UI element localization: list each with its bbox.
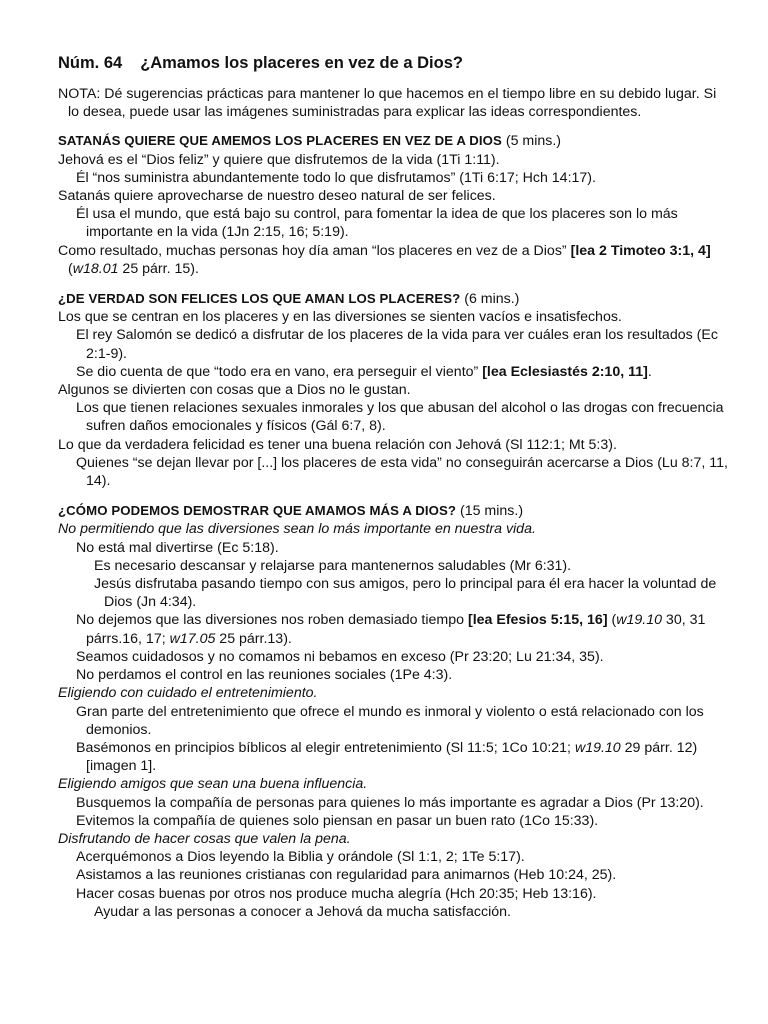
publication-reference: w19.10: [574, 739, 621, 756]
publication-reference: w19.10: [616, 612, 662, 629]
point-text: Acerquémonos a Dios leyendo la Biblia y orándole (Sl 1:1, 2; 1Te 5:17).: [76, 849, 525, 866]
outline-point-level-2: [76, 454, 728, 490]
section-time: (15 mins.): [459, 503, 524, 520]
outline-point-level-2: [76, 539, 728, 557]
scripture-reference: [lea Efesios 5:15, 16]: [467, 612, 608, 629]
point-text: 25 párr.13).: [215, 630, 292, 647]
point-text: Jehová es el “Dios feliz” y quiere que disfrutemos de la vida (1Ti 1:11).: [58, 151, 500, 168]
outline-point-level-2: [76, 363, 728, 381]
outline-point-level-2: [76, 739, 728, 775]
point-text: Asistamos a las reuniones cristianas con regularidad para animarnos (Heb 10:24, 25).: [76, 867, 617, 884]
outline-point-level-2: [76, 611, 728, 647]
outline-point-level-2: [76, 866, 728, 884]
point-text: (: [607, 612, 617, 629]
point-text: Jesús disfrutaba pasando tiempo con sus amigos, pero lo principal para él era hacer la voluntad de Dios (Jn 4:34).: [94, 576, 717, 611]
point-text: Como resultado, muchas personas hoy día aman “los placeres en vez de a Dios”: [58, 242, 571, 259]
point-text: 25 párr. 15).: [118, 260, 199, 277]
point-text: Quienes “se dejan llevar por [...] los placeres de esta vida” no conseguirán acercarse a Dios (Lu 8:7, 11, 14).: [76, 454, 728, 490]
point-text: Él usa el mundo, que está bajo su control, para fomentar la idea de que los placeres son lo más importante en la vida (1Jn 2:15, 16; 5:19).: [76, 206, 678, 241]
publication-reference: w18.01: [72, 260, 119, 277]
subpoint-heading: Eligiendo con cuidado el entretenimiento.: [58, 685, 318, 702]
publication-reference: w17.05: [169, 630, 216, 647]
section-heading-text: ¿CÓMO PODEMOS DEMOSTRAR QUE AMAMOS MÁS A DIOS?: [58, 503, 457, 519]
scripture-reference: [lea Eclesiastés 2:10, 11]: [482, 363, 648, 380]
point-text: (: [68, 260, 73, 277]
point-text: El rey Salomón se dedicó a disfrutar de los placeres de la vida para ver cuáles eran los resultados (Ec 2:1-9).: [76, 327, 718, 362]
outline-section: [58, 502, 728, 921]
outline-point-level-2: [76, 812, 728, 830]
section-heading-text: SATANÁS QUIERE QUE AMEMOS LOS PLACERES EN VEZ DE A DIOS: [58, 133, 502, 149]
outline-point-level-1: [58, 775, 728, 793]
outline-point-level-3: [94, 575, 728, 611]
point-text: No dejemos que las diversiones nos roben demasiado tiempo: [76, 612, 468, 629]
section-heading: [58, 132, 728, 150]
outline-point-level-2: [76, 326, 728, 362]
subpoint-heading: No permitiendo que las diversiones sean lo más importante en nuestra vida.: [58, 521, 536, 538]
point-text: No perdamos el control en las reuniones sociales (1Pe 4:3).: [76, 667, 453, 684]
outline-point-level-1: [58, 151, 728, 169]
outline-point-level-1: [58, 381, 728, 399]
outline-title: ¿Amamos los placeres en vez de a Dios?: [140, 54, 463, 72]
point-text: Gran parte del entretenimiento que ofrece el mundo es inmoral y violento o está relacionado con los demonios.: [76, 703, 704, 738]
section-time: (5 mins.): [505, 133, 562, 150]
point-text: Los que se centran en los placeres y en las diversiones se sienten vacíos e insatisfechos.: [58, 309, 622, 326]
point-text: Basémonos en principios bíblicos al elegir entretenimiento (Sl 11:5; 1Co 10:21;: [76, 739, 575, 756]
point-text: Satanás quiere aprovecharse de nuestro deseo natural de ser felices.: [58, 188, 496, 205]
outline-point-level-1: [58, 684, 728, 702]
page-title: [58, 52, 728, 74]
section-time: (6 mins.): [464, 291, 520, 308]
outline-point-level-2: [76, 703, 728, 739]
outline-point-level-1: [58, 436, 728, 454]
outline-point-level-1: [58, 520, 728, 538]
outline-point-level-2: [76, 399, 728, 435]
outline-section: [58, 132, 728, 278]
point-text: 30, 31 párrs.16, 17;: [86, 612, 706, 647]
outline-point-level-1: [58, 308, 728, 326]
outline-section: [58, 290, 728, 490]
outline-point-level-2: [76, 666, 728, 684]
subpoint-heading: Disfrutando de hacer cosas que valen la pena.: [58, 830, 351, 847]
point-text: Busquemos la compañía de personas para quienes lo más importante es agradar a Dios (Pr 13:20).: [76, 794, 704, 811]
point-text: Ayudar a las personas a conocer a Jehová da mucha satisfacción.: [94, 903, 511, 920]
point-text: .: [647, 363, 652, 380]
outline-point-level-2: [76, 848, 728, 866]
outline-number: Núm. 64: [58, 54, 123, 72]
outline-point-level-1: [58, 187, 728, 205]
point-text: Es necesario descansar y relajarse para mantenernos saludables (Mr 6:31).: [94, 557, 572, 574]
outline-point-level-2: [76, 648, 728, 666]
point-text: Evitemos la compañía de quienes solo piensan en pasar un buen rato (1Co 15:33).: [76, 812, 599, 829]
point-text: Seamos cuidadosos y no comamos ni bebamos en exceso (Pr 23:20; Lu 21:34, 35).: [76, 648, 604, 665]
outline-point-level-1: [58, 830, 728, 848]
point-text: No está mal divertirse (Ec 5:18).: [76, 539, 279, 556]
outline-point-level-3: [94, 903, 728, 921]
outline-point-level-2: [76, 169, 728, 187]
outline-point-level-1: [58, 242, 728, 278]
section-heading: [58, 502, 728, 520]
point-text: Los que tienen relaciones sexuales inmorales y los que abusan del alcohol o las drogas con frecuencia sufren daños emocionales y físicos (Gál 6:7, 8).: [76, 400, 724, 435]
outline-sections: [58, 132, 728, 921]
point-text: Se dio cuenta de que “todo era en vano, era perseguir el viento”: [76, 363, 483, 380]
scripture-reference: [lea 2 Timoteo 3:1, 4]: [570, 242, 711, 259]
point-text: Hacer cosas buenas por otros nos produce mucha alegría (Hch 20:35; Heb 13:16).: [76, 885, 597, 902]
point-text: 29 párr. 12) [imagen 1].: [86, 739, 698, 775]
outline-point-level-2: [76, 885, 728, 903]
outline-point-level-2: [76, 205, 728, 241]
note-paragraph: NOTA: Dé sugerencias prácticas para mantener lo que hacemos en el tiempo libre en su debido lugar. Si lo desea, puede usar las imágenes suministradas para explicar las ideas correspondientes.: [58, 86, 717, 121]
point-text: Lo que da verdadera felicidad es tener una buena relación con Jehová (Sl 112:1; Mt 5:3).: [58, 436, 617, 453]
outline-point-level-2: [76, 794, 728, 812]
subpoint-heading: Eligiendo amigos que sean una buena influencia.: [58, 776, 368, 793]
section-heading: [58, 290, 728, 308]
point-text: Algunos se divierten con cosas que a Dios no le gustan.: [58, 382, 411, 399]
section-heading-text: ¿DE VERDAD SON FELICES LOS QUE AMAN LOS PLACERES?: [58, 291, 461, 307]
point-text: Él “nos suministra abundantemente todo lo que disfrutamos” (1Ti 6:17; Hch 14:17).: [76, 169, 596, 186]
outline-point-level-3: [94, 557, 728, 575]
